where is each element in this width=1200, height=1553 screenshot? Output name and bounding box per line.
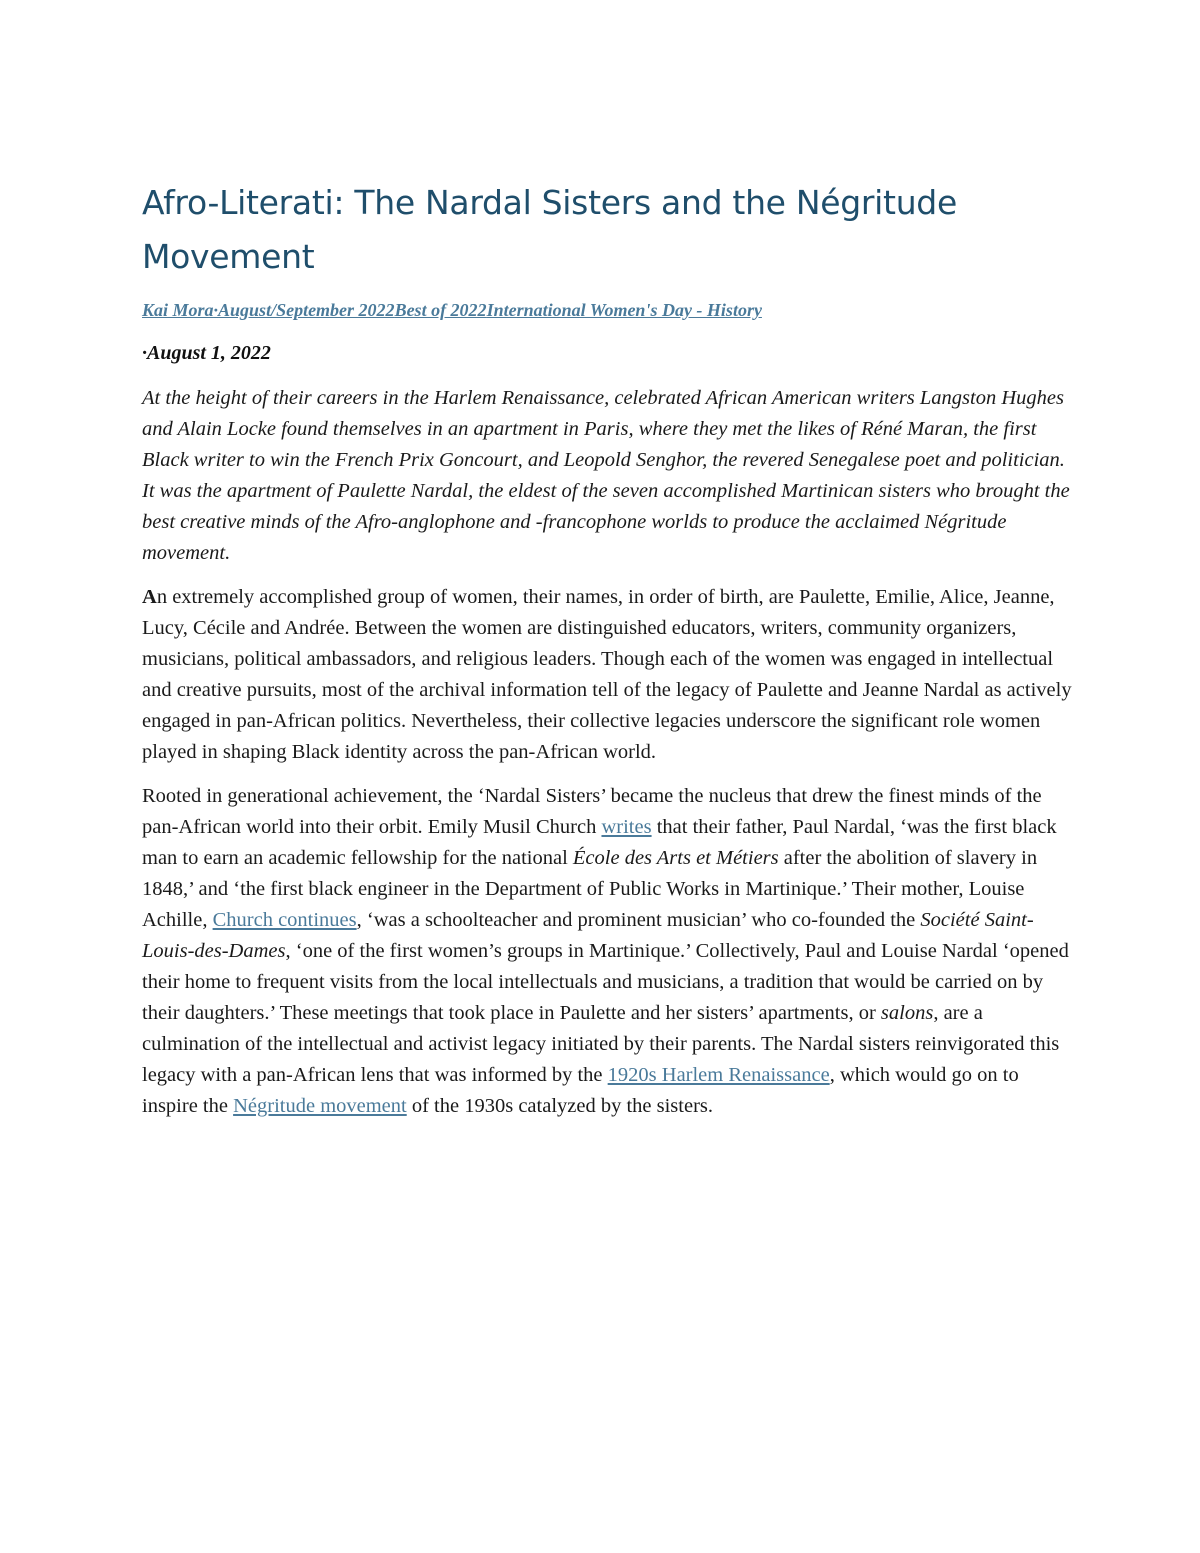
issue-link[interactable]: August/September 2022 — [218, 300, 395, 320]
drop-cap: A — [142, 586, 157, 608]
paragraph-2-text-8: of the 1930s catalyzed by the sisters. — [406, 1095, 714, 1117]
paragraph-1-text: n extremely accomplished group of women, their names, in order of birth, are Paulette, Emilie, Alice, Jeanne, Lucy, Cécile and Andrée. Between the women are distinguished educators, writers, community organizers, musicians, political ambassadors, and religious leaders. Though each of the women was engaged in intellectual and creative pursuits, most of the archival information tell of the legacy of Paulette and Jeanne Nardal as actively engaged in pan-African politics. Nevertheless, their collective legacies underscore the significant role women played in shaping Black identity across the pan-African world. — [142, 586, 1072, 763]
author-link[interactable]: Kai Mora — [142, 300, 214, 320]
article-body — [142, 176, 1072, 1122]
negritude-movement-link[interactable]: Négritude movement — [233, 1095, 407, 1117]
school-name: École des Arts et Métiers — [572, 847, 779, 869]
publish-date: ·August 1, 2022 — [142, 342, 271, 364]
paragraph-2-text-2: that their father, Paul Nardal, ‘was the first black man to earn an academic fellowship for the national — [142, 816, 1057, 869]
writes-link[interactable]: writes — [601, 816, 652, 838]
paragraph-1 — [142, 582, 1072, 768]
paragraph-2-text-5: , ‘one of the first women’s groups in Martinique.’ Collectively, Paul and Louise Nardal ‘opened their home to frequent visits from the local intellectuals and musicians, a tradition that would be carried on by their daughters.’ These meetings that took place in Paulette and her sisters’ apartments, or — [142, 940, 1069, 1024]
church-continues-link[interactable]: Church continues — [212, 909, 357, 931]
paragraph-2-text-6: , are a culmination of the intellectual and activist legacy initiated by their parents. The Nardal sisters reinvigorated this legacy with a pan-African lens that was informed by the — [142, 1002, 1060, 1086]
category-link-womens-day[interactable]: International Women's Day - History — [486, 300, 762, 320]
paragraph-2-text-1: Rooted in generational achievement, the ‘Nardal Sisters’ became the nucleus that drew the finest minds of the pan-African world into their orbit. Emily Musil Church — [142, 785, 1042, 838]
category-link-best-of[interactable]: Best of 2022 — [394, 300, 487, 320]
society-name: Société Saint-Louis-des-Dames — [142, 909, 1034, 962]
meta-separator[interactable]: · — [213, 300, 219, 320]
salons-term: salons — [880, 1002, 934, 1024]
paragraph-2-text-3: after the abolition of slavery in 1848,’ and ‘the first black engineer in the Department of Public Works in Martinique.’ Their mother, Louise Achille, — [142, 847, 1038, 931]
harlem-renaissance-link[interactable]: 1920s Harlem Renaissance — [607, 1064, 830, 1086]
paragraph-2-text-4: , ‘was a schoolteacher and prominent musician’ who co-founded the — [356, 909, 921, 931]
paragraph-2-text-7: , which would go on to inspire the — [142, 1064, 1019, 1117]
article-lede: At the height of their careers in the Harlem Renaissance, celebrated African American writers Langston Hughes and Alain Locke found themselves in an apartment in Paris, where they met the likes of Réné Maran, the first Black writer to win the French Prix Goncourt, and Leopold Senghor, the revered Senegalese poet and politician. It was the apartment of Paulette Nardal, the eldest of the seven accomplished Martinican sisters who brought the best creative minds of the Afro-anglophone and -francophone worlds to produce the acclaimed Négritude movement. — [142, 387, 1070, 564]
article-meta — [142, 298, 1072, 322]
paragraph-2 — [142, 781, 1072, 1122]
article-title: Afro-Literati: The Nardal Sisters and the Négritude Movement — [142, 183, 957, 276]
